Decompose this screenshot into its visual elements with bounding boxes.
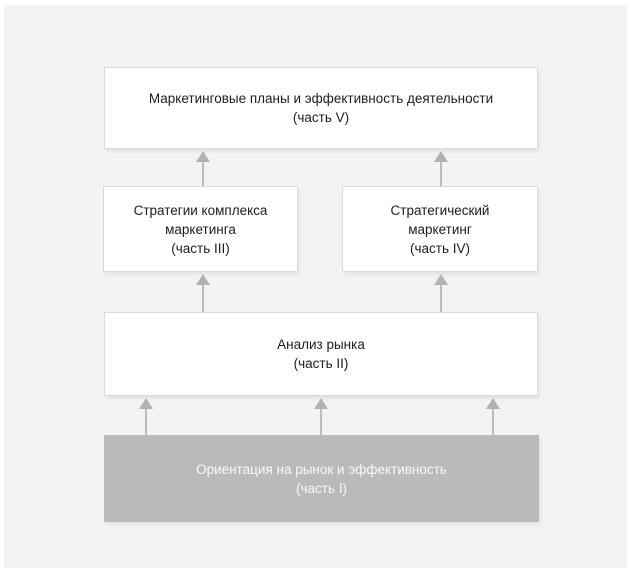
arrow-stem bbox=[145, 408, 147, 435]
box-part-ii-line: Анализ рынка bbox=[277, 337, 365, 352]
box-part-iii bbox=[103, 186, 298, 272]
arrow-stem bbox=[492, 408, 494, 435]
box-part-iv-part-label: (часть IV) bbox=[409, 240, 470, 256]
up-arrow bbox=[433, 274, 449, 312]
box-part-i bbox=[104, 435, 539, 522]
arrow-stem bbox=[202, 161, 204, 186]
box-part-iii-line: маркетинга bbox=[165, 221, 236, 237]
diagram-canvas bbox=[4, 5, 627, 568]
box-part-i-part-label: (часть I) bbox=[295, 480, 347, 496]
arrow-stem bbox=[440, 284, 442, 312]
box-part-iv-line: маркетинг bbox=[408, 221, 472, 237]
box-part-v-part-label: (часть V) bbox=[292, 110, 350, 125]
box-part-iii-part-label: (часть III) bbox=[171, 240, 230, 256]
up-arrow bbox=[195, 151, 211, 186]
box-part-v-line: Маркетинговые планы и эффективность деятельности bbox=[148, 91, 494, 106]
box-part-ii-part-label: (часть II) bbox=[293, 356, 349, 371]
up-arrow bbox=[485, 398, 501, 435]
box-part-v bbox=[104, 67, 538, 149]
arrow-stem bbox=[440, 161, 442, 186]
up-arrow bbox=[313, 398, 329, 435]
box-part-i-line: Ориентация на рынок и эффективность bbox=[196, 461, 447, 477]
arrow-stem bbox=[202, 284, 204, 312]
box-part-iii-line: Стратегии комплекса bbox=[133, 202, 268, 218]
box-part-iv-line: Стратегический bbox=[390, 202, 490, 218]
box-part-iv bbox=[342, 186, 538, 272]
up-arrow bbox=[195, 274, 211, 312]
box-part-ii bbox=[104, 312, 538, 396]
up-arrow bbox=[138, 398, 154, 435]
arrow-stem bbox=[320, 408, 322, 435]
up-arrow bbox=[433, 151, 449, 186]
